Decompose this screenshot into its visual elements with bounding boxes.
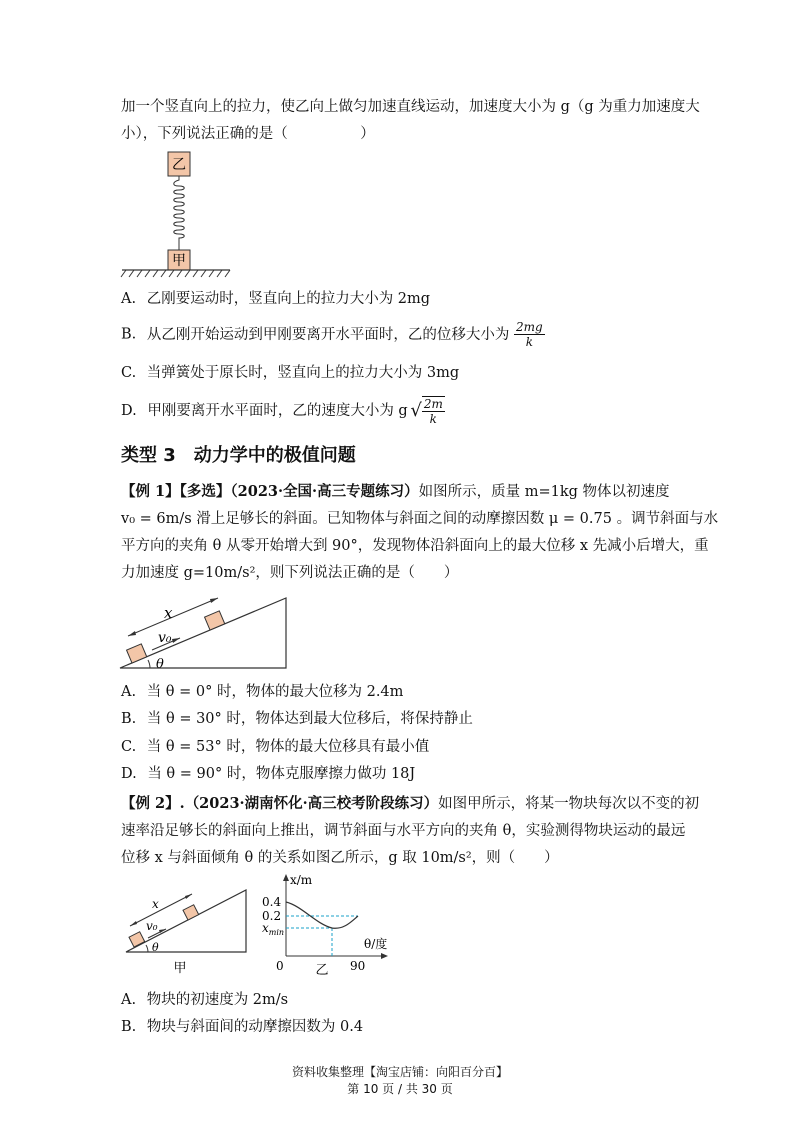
theta-arc	[148, 660, 150, 668]
fraction-numerator: 2mg	[515, 320, 543, 334]
block-top	[183, 905, 199, 920]
option-letter: A.	[121, 684, 137, 700]
option-text: 从乙刚开始运动到甲刚要离开水平面时，乙的位移大小为	[146, 326, 510, 343]
example-tag: 【例 2】.	[121, 795, 185, 812]
option-text: 甲刚要离开水平面时，乙的速度大小为 g	[147, 403, 408, 419]
example2-line-3: 位移 x 与斜面倾角 θ 的关系如图乙所示，g 取 10m/s²，则（ ）	[121, 850, 559, 866]
example1-line-4: 力加速度 g=10m/s²，则下列说法正确的是（ ）	[121, 565, 459, 581]
example-tag: 【例 1】	[121, 483, 180, 500]
x-label: x	[152, 897, 159, 911]
example-text: 如图甲所示，将某一物块每次以不变的初	[438, 796, 700, 812]
example-text: 如图所示，质量 m=1kg 物体以初速度	[418, 484, 670, 500]
incline-figure-2	[122, 882, 252, 974]
x-theta-curve	[286, 902, 358, 928]
fraction-2m-over-k	[422, 396, 445, 426]
figure-caption-jia: 甲	[173, 961, 187, 974]
block-jia-label: 甲	[172, 253, 186, 269]
option-letter: A.	[121, 992, 137, 1008]
option-letter: B.	[121, 326, 137, 343]
block-top	[205, 611, 225, 630]
fraction-numerator: 2m	[423, 397, 443, 411]
spring	[174, 176, 185, 250]
tick-label-xmin: $x_{min}$	[262, 921, 285, 937]
ex1-option-a	[121, 682, 403, 702]
option-text: 物块与斜面间的动摩擦因数为 0.4	[146, 1019, 364, 1035]
option-letter: D.	[121, 403, 137, 419]
incline-figure-1	[118, 592, 293, 674]
y-axis-label: x/m	[290, 873, 313, 887]
option-letter: B.	[121, 1019, 137, 1035]
x-axis-label: θ/度	[364, 937, 388, 951]
fraction-denominator: k	[525, 335, 533, 349]
intro-line-1: 加一个竖直向上的拉力，使乙向上做匀加速直线运动，加速度大小为 g（g 为重力加速度大	[121, 99, 700, 115]
v0-label: v₀	[146, 919, 158, 933]
footer-source: 资料收集整理【淘宝店铺：向阳百分百】	[291, 1065, 508, 1079]
q1-option-b	[121, 320, 545, 349]
option-text: 当 θ = 0° 时，物体的最大位移为 2.4m	[146, 684, 404, 700]
fraction-denominator: k	[429, 412, 437, 426]
incline-triangle	[126, 890, 246, 952]
block-bottom	[127, 644, 147, 663]
option-text: 当 θ = 90° 时，物体克服摩擦力做功 18J	[147, 766, 416, 782]
figure-caption-yi: 乙	[315, 963, 329, 978]
option-letter: A.	[121, 291, 137, 307]
option-text: 当 θ = 53° 时，物体的最大位移具有最小值	[146, 739, 430, 755]
y-axis-arrow	[283, 874, 289, 881]
example-source: （2023·全国·高三专题练习）	[230, 483, 419, 500]
example2-line-2: 速率沿足够长的斜面向上推出，调节斜面与水平方向的夹角 θ，实验测得物块运动的最远	[121, 823, 686, 839]
block-yi-label: 乙	[172, 157, 186, 173]
option-letter: C.	[121, 365, 137, 381]
example1-line-1	[121, 482, 670, 502]
arrow-left	[128, 631, 136, 636]
ex2-option-a	[121, 990, 288, 1010]
q1-option-c	[121, 363, 459, 383]
multi-select-tag: 【多选】	[179, 483, 231, 500]
q1-option-a	[121, 289, 430, 309]
theta-label: θ	[156, 657, 164, 672]
ex1-option-d	[121, 764, 415, 784]
option-letter: D.	[121, 766, 137, 782]
example1-line-3: 平方向的夹角 θ 从零开始增大到 90°，发现物体沿斜面向上的最大位移 x 先减小后增大，重	[121, 538, 709, 554]
theta-label: θ	[152, 941, 159, 954]
intro-line-2: 小），下列说法正确的是（ ）	[121, 126, 375, 142]
arrow-left	[130, 921, 137, 926]
sqrt-icon: √	[410, 400, 422, 421]
option-letter: B.	[121, 711, 137, 727]
x-axis-arrow	[381, 953, 388, 959]
ex2-option-b	[121, 1017, 363, 1037]
x-label: x	[164, 604, 173, 622]
option-letter: C.	[121, 739, 137, 755]
block-bottom	[129, 932, 145, 947]
v0-label: v₀	[158, 630, 172, 646]
option-text: 物块的初速度为 2m/s	[146, 992, 289, 1008]
ground-hatch	[121, 270, 230, 277]
fraction-2mg-over-k	[514, 320, 545, 349]
example2-line-1	[121, 794, 699, 814]
example1-line-2: v₀ = 6m/s 滑上足够长的斜面。已知物体与斜面之间的动摩擦因数 μ = 0.75 。调节斜面与水	[121, 511, 719, 527]
velocity-arrowhead	[172, 638, 180, 643]
option-text: 乙刚要运动时，竖直向上的拉力大小为 2mg	[146, 291, 431, 307]
example-source: （2023·湖南怀化·高三校考阶段练习）	[184, 795, 439, 812]
option-text: 当 θ = 30° 时，物体达到最大位移后，将保持静止	[146, 711, 473, 727]
page-number: 第 10 页 / 共 30 页	[347, 1082, 453, 1096]
section-title: 类型 3 动力学中的极值问题	[121, 445, 356, 466]
arrow-right	[185, 894, 192, 899]
origin-label: 0	[276, 959, 284, 973]
tick-label-04: 0.4	[262, 895, 282, 909]
ex1-option-c	[121, 737, 429, 757]
arrow-right	[210, 598, 218, 603]
theta-arc	[146, 945, 148, 952]
tick-label-02: 0.2	[262, 909, 282, 923]
option-text: 当弹簧处于原长时，竖直向上的拉力大小为 3mg	[146, 365, 460, 381]
tick-label-90: 90	[350, 959, 366, 973]
spring-figure	[118, 148, 238, 280]
ex1-option-b	[121, 709, 473, 729]
x-theta-graph	[258, 866, 398, 978]
q1-option-d	[121, 396, 445, 426]
